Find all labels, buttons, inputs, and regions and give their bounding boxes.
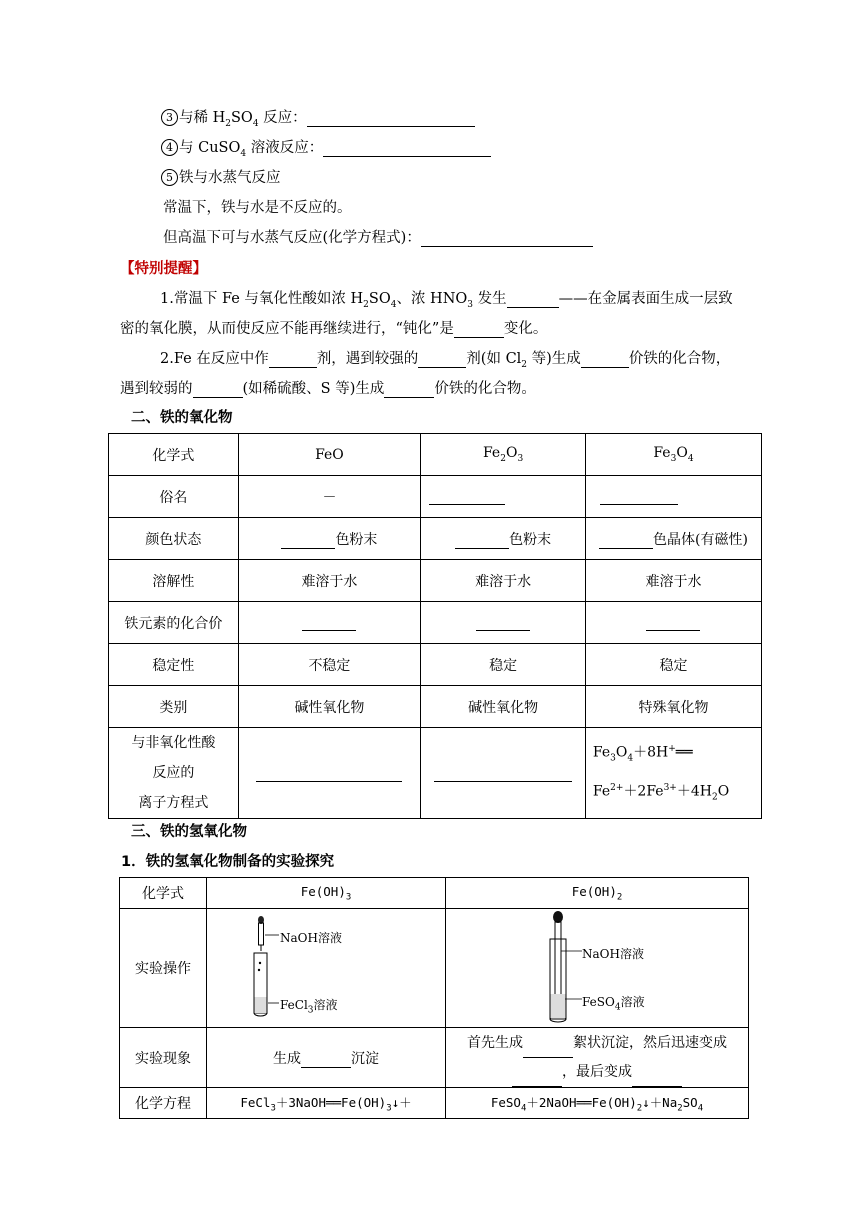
text: 剂(如 Cl	[466, 351, 522, 367]
circled-number: 5	[161, 169, 178, 186]
section-3-subtitle: 1．铁的氢氧化物制备的实验探究	[121, 854, 335, 870]
feo-valence-cell	[238, 602, 421, 644]
header-feoh3: $Fe(OH)_3$	[207, 878, 446, 909]
text: 等)生成	[527, 351, 581, 367]
feo-solubility: 难溶于水	[238, 560, 421, 602]
subscript: 4	[252, 118, 259, 129]
header-feo: FeO	[238, 434, 421, 476]
text: 与非氧化性酸	[131, 735, 216, 751]
text: (如稀硫酸、S 等)生成	[242, 381, 385, 397]
row-acid-reaction	[109, 728, 239, 819]
text: 、浓 HNO	[396, 291, 468, 307]
section-3-title: 三、铁的氢氧化物	[131, 824, 247, 840]
answer-blank[interactable]	[512, 1058, 562, 1087]
row-valence: 铁元素的化合价	[109, 602, 239, 644]
answer-blank[interactable]	[307, 110, 475, 127]
text: 色晶体(有磁性)	[652, 531, 748, 548]
text: 遇到较弱的	[120, 381, 193, 397]
text: 密的氧化膜，从而使反应不能再继续进行，“钝化”是	[120, 321, 454, 337]
formula-part: SO	[231, 110, 253, 126]
text: ——在金属表面生成一层致	[558, 291, 733, 307]
row-equation: 化学方程	[120, 1088, 207, 1119]
feoh3-equation: $FeCl_3+3NaOH══Fe(OH)_3↓+$	[207, 1088, 446, 1119]
fecl3-label: FeCl$_3$溶液	[280, 998, 338, 1016]
row-operation: 实验操作	[120, 909, 207, 1028]
row-solubility: 溶解性	[109, 560, 239, 602]
answer-blank[interactable]	[600, 488, 678, 505]
feoh2-equation: $FeSO_4+2NaOH══Fe(OH)_2↓+Na_2SO_4$	[446, 1088, 749, 1119]
answer-blank[interactable]	[434, 765, 572, 782]
answer-blank[interactable]	[632, 1058, 682, 1087]
row-color: 颜色状态	[109, 518, 239, 560]
feo-acid-cell	[238, 728, 421, 819]
text: 色粉末	[335, 531, 378, 548]
reaction-3-line	[161, 106, 475, 129]
feoh3-phenomenon: 生成 沉淀	[207, 1028, 446, 1088]
answer-blank[interactable]	[507, 291, 559, 308]
fe2o3-acid-cell	[421, 728, 586, 819]
normal-temp-line: 常温下，铁与水是不反应的。	[163, 200, 352, 216]
subscript: 3	[467, 299, 474, 310]
feoh2-apparatus	[446, 909, 749, 1028]
header-formula: 化学式	[109, 434, 239, 476]
text: 价铁的化合物，	[628, 351, 731, 367]
fe2o3-solubility: 难溶于水	[421, 560, 586, 602]
fe3o4-type: 特殊氧化物	[585, 686, 761, 728]
reminder-title: 【特别提醒】	[120, 261, 207, 277]
answer-blank[interactable]	[269, 351, 317, 368]
answer-blank[interactable]	[256, 765, 402, 782]
section-2-title: 二、铁的氧化物	[131, 410, 233, 426]
feo-common-name: －	[238, 476, 421, 518]
text: 变化。	[503, 321, 548, 337]
header-fe3o4: $Fe_3O_4$	[585, 434, 761, 476]
reaction-5-text: 铁与水蒸气反应	[179, 170, 281, 186]
subscript: 2	[225, 118, 231, 129]
row-phenomenon: 实验现象	[120, 1028, 207, 1088]
feo-stability: 不稳定	[238, 644, 421, 686]
answer-blank[interactable]	[418, 351, 466, 368]
reminder-p1-line1	[160, 287, 733, 310]
text: 色粉末	[509, 531, 552, 548]
fe3o4-stability: 稳定	[585, 644, 761, 686]
reminder-p2-line2	[120, 377, 536, 398]
text: 剂，遇到较强的	[316, 351, 419, 367]
subscript: 2	[363, 299, 369, 310]
fe2o3-name-cell	[421, 476, 586, 518]
header-feoh2: $Fe(OH)_2$	[446, 878, 749, 909]
answer-blank[interactable]	[523, 1029, 573, 1058]
answer-blank[interactable]	[323, 140, 491, 157]
answer-blank[interactable]	[281, 532, 335, 549]
answer-blank[interactable]	[476, 614, 530, 631]
reminder-p1-line2	[120, 317, 547, 338]
text: 价铁的化合物。	[434, 381, 536, 397]
reaction-4-prefix: 与 CuSO	[179, 140, 241, 156]
circled-number: 4	[161, 139, 178, 156]
feo-type: 碱性氧化物	[238, 686, 421, 728]
answer-blank[interactable]	[581, 351, 629, 368]
header-formula: 化学式	[120, 878, 207, 909]
naoh-label: NaOH溶液	[582, 947, 644, 961]
fe2o3-valence-cell	[421, 602, 586, 644]
feoh3-apparatus	[207, 909, 446, 1028]
fe2o3-color-cell	[421, 518, 586, 560]
answer-blank[interactable]	[421, 230, 593, 247]
iron-oxides-table	[108, 433, 762, 819]
answer-blank[interactable]	[454, 321, 504, 338]
subscript: 4	[240, 148, 247, 159]
reaction-4-suffix: 溶液反应：	[246, 140, 324, 156]
header-fe2o3: $Fe_2O_3$	[421, 434, 586, 476]
subscript: 2	[521, 359, 528, 370]
answer-blank[interactable]	[599, 532, 653, 549]
text: 2.Fe 在反应中作	[160, 351, 269, 367]
answer-blank[interactable]	[193, 381, 243, 398]
reaction-3-suffix: 反应：	[258, 110, 307, 126]
text: 反应的	[152, 765, 195, 781]
fe2o3-stability: 稳定	[421, 644, 586, 686]
row-stability: 稳定性	[109, 644, 239, 686]
text: SO	[368, 291, 391, 307]
answer-blank[interactable]	[302, 614, 356, 631]
feoh2-phenomenon: 首先生成 絮状沉淀，然后迅速变成 ，最后变成	[446, 1028, 749, 1088]
high-temp-line	[163, 226, 593, 247]
hydroxide-table	[119, 877, 749, 1119]
reaction-3-prefix: 与稀 H	[179, 110, 226, 126]
answer-blank[interactable]	[429, 488, 505, 505]
fe3o4-valence-cell	[585, 602, 761, 644]
text: 发生	[473, 291, 507, 307]
fe2o3-type: 碱性氧化物	[421, 686, 586, 728]
naoh-label: NaOH溶液	[280, 931, 342, 945]
row-common-name: 俗名	[109, 476, 239, 518]
feo-color-cell	[238, 518, 421, 560]
fe3o4-acid-equation: $Fe_3O_4+8H^+══$ $Fe^{2+}+2Fe^{3+}+4H_2O$	[585, 728, 761, 819]
feso4-label: FeSO$_4$溶液	[582, 995, 645, 1013]
subscript: 4	[390, 299, 397, 310]
fe3o4-color-cell	[585, 518, 761, 560]
fe3o4-solubility: 难溶于水	[585, 560, 761, 602]
circled-number: 3	[161, 109, 178, 126]
reaction-5-line	[161, 166, 281, 187]
row-type: 类别	[109, 686, 239, 728]
answer-blank[interactable]	[455, 532, 509, 549]
text: 1.常温下 Fe 与氧化性酸如浓 H	[160, 291, 364, 307]
answer-blank[interactable]	[384, 381, 434, 398]
fe3o4-name-cell	[585, 476, 761, 518]
text: 离子方程式	[138, 795, 209, 811]
answer-blank[interactable]	[301, 1051, 351, 1068]
answer-blank[interactable]	[646, 614, 700, 631]
reminder-p2-line1	[160, 347, 730, 370]
reaction-4-line	[161, 136, 491, 159]
high-temp-text: 但高温下可与水蒸气反应(化学方程式)：	[163, 230, 421, 246]
